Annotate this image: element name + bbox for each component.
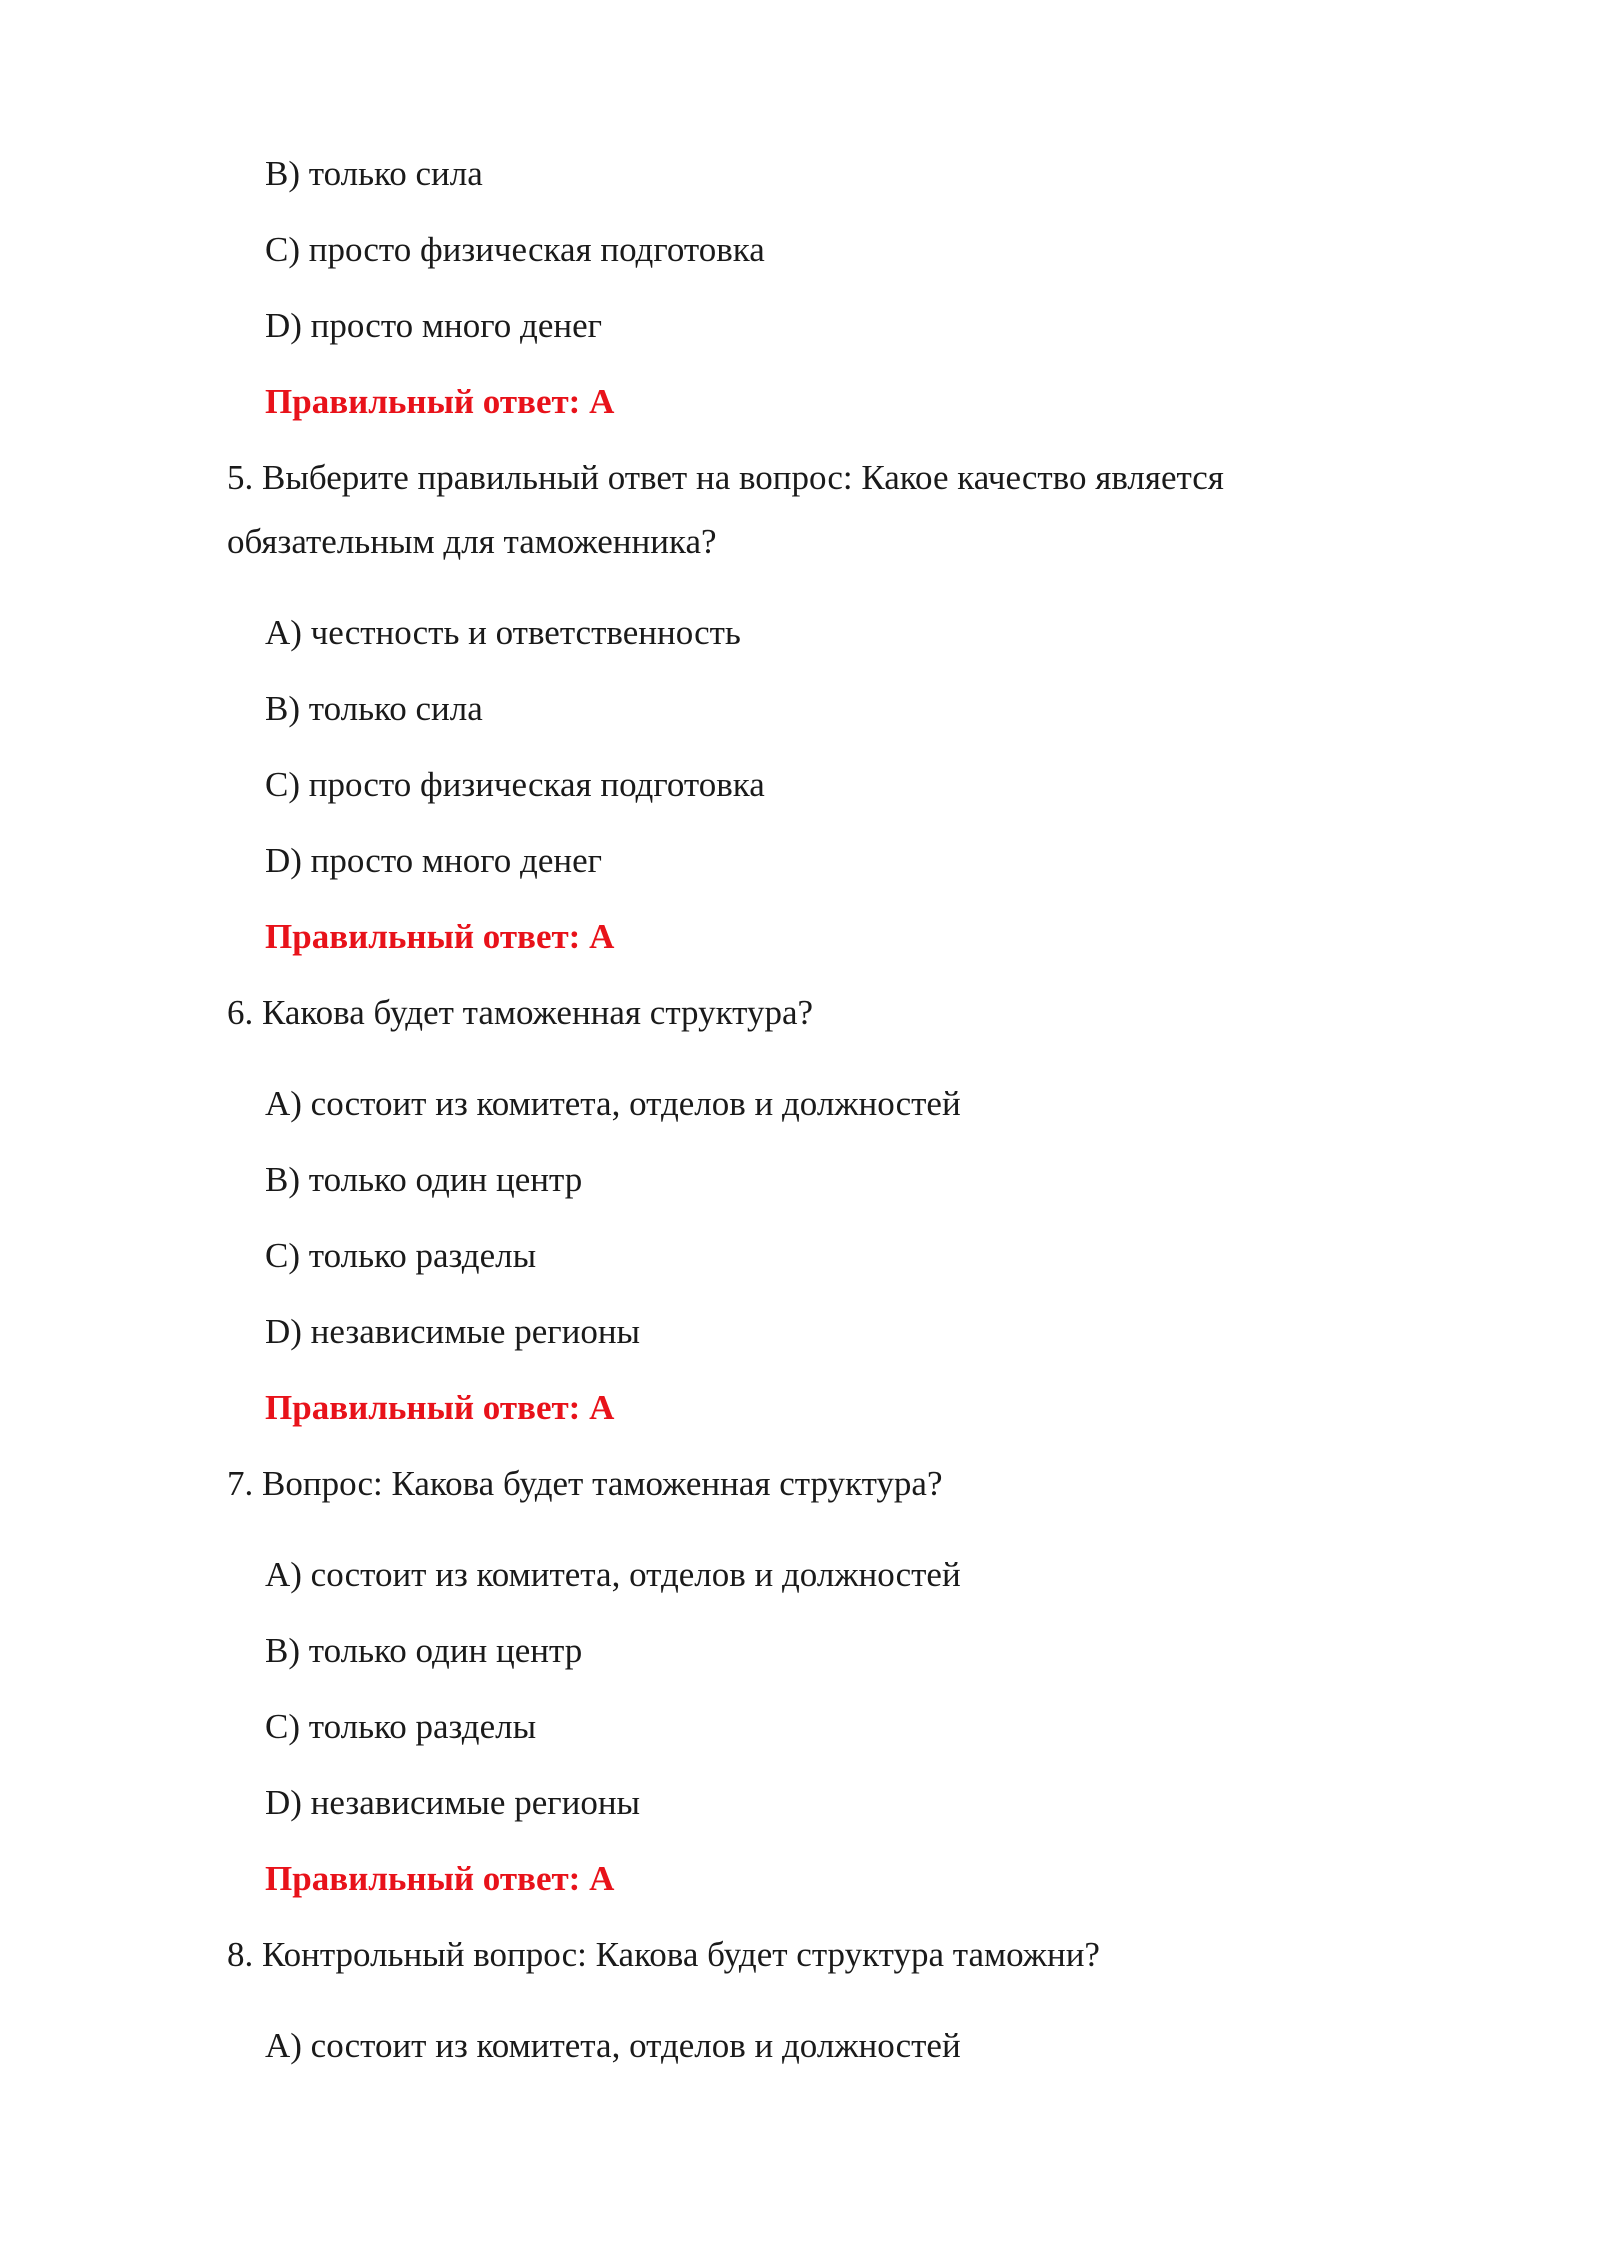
option-d: D) независимые регионы — [265, 1312, 641, 1351]
question-text: 7. Вопрос: Какова будет таможенная структура? — [227, 1464, 943, 1503]
option-d: D) независимые регионы — [265, 1783, 641, 1822]
option-b: B) только сила — [265, 154, 483, 193]
question-text-continued: обязательным для таможенника? — [227, 522, 717, 561]
option-b: B) только один центр — [265, 1631, 583, 1670]
option-a: A) состоит из комитета, отделов и должностей — [265, 1555, 961, 1594]
option-a: A) состоит из комитета, отделов и должностей — [265, 1084, 961, 1123]
question-text: 6. Какова будет таможенная структура? — [227, 993, 814, 1032]
option-c: C) только разделы — [265, 1707, 537, 1746]
option-b: B) только один центр — [265, 1160, 583, 1199]
option-d: D) просто много денег — [265, 841, 602, 880]
correct-answer: Правильный ответ: А — [265, 1859, 615, 1898]
correct-answer: Правильный ответ: А — [265, 1388, 615, 1427]
option-b: B) только сила — [265, 689, 483, 728]
correct-answer: Правильный ответ: А — [265, 917, 615, 956]
option-c: C) только разделы — [265, 1236, 537, 1275]
question-text: 8. Контрольный вопрос: Какова будет структура таможни? — [227, 1935, 1100, 1974]
option-a: A) честность и ответственность — [265, 613, 741, 652]
question-text: 5. Выберите правильный ответ на вопрос: Какое качество является — [227, 458, 1224, 497]
option-d: D) просто много денег — [265, 306, 602, 345]
option-a: A) состоит из комитета, отделов и должностей — [265, 2026, 961, 2065]
option-c: C) просто физическая подготовка — [265, 230, 765, 269]
option-c: C) просто физическая подготовка — [265, 765, 765, 804]
correct-answer: Правильный ответ: А — [265, 382, 615, 421]
